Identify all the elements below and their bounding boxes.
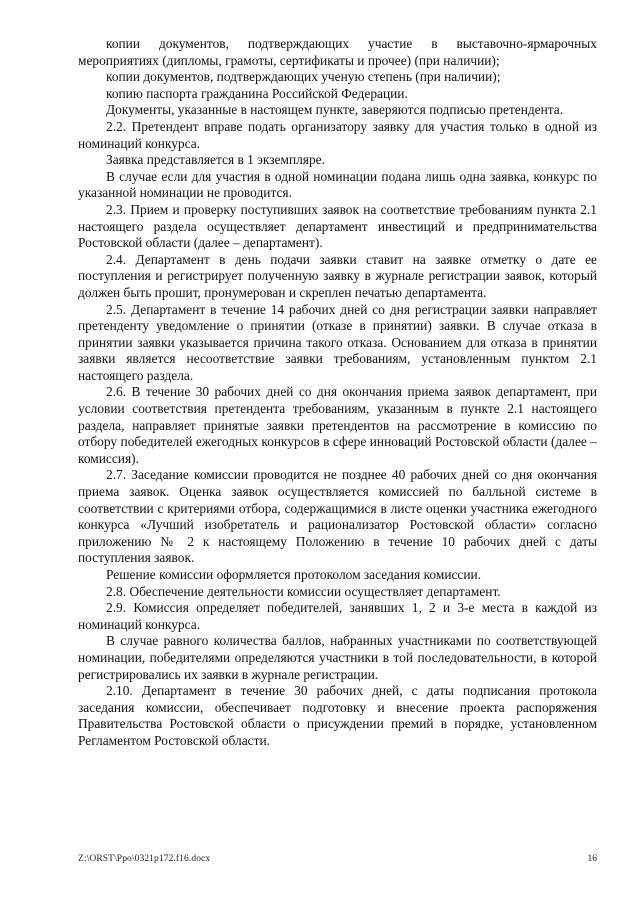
paragraph: 2.2. Претендент вправе подать организатору заявку для участия только в одной из номинаций конкурса. xyxy=(78,118,597,151)
paragraph: 2.9. Комиссия определяет победителей, занявших 1, 2 и 3-е места в каждой из номинаций конкурса. xyxy=(78,600,597,632)
footer-file-path: Z:\ORST\Ppo\0321p172.f16.docx xyxy=(78,854,211,864)
page-footer xyxy=(78,853,597,865)
paragraph: В случае равного количества баллов, набранных участниками по соответствующей номинации, победителями определяются участники в той последовательности, в которой регистрировались их заявки в журнале регистрации. xyxy=(78,633,597,682)
paragraph: 2.8. Обеспечение деятельности комиссии осуществляет департамент. xyxy=(106,583,501,599)
paragraph: Решение комиссии оформляется протоколом заседания комиссии. xyxy=(106,567,482,582)
paragraph: Заявка представляется в 1 экземпляре. xyxy=(106,152,325,168)
paragraph: 2.5. Департамент в течение 14 рабочих дней со дня регистрации заявки направляет претенденту уведомление о принятии (отказе в принятии) заявки. В случае отказа в принятии заявки указывается причина такого отказа. Основанием для отказа в принятии заявки является несоответствие заявки требованиям, установленным пунктом 2.1 настоящего раздела. xyxy=(78,301,597,383)
paragraph: В случае если для участия в одной номинации подана лишь одна заявка, конкурс по указанной номинации не проводится. xyxy=(78,168,597,201)
paragraph: 2.10. Департамент в течение 30 рабочих дней, с даты подписания протокола заседания комиссии, обеспечивает подготовку и внесение проекта распоряжения Правительства Ростовской области о присуждении премий в порядке, установленном Регламентом Ростовской области. xyxy=(78,683,597,748)
paragraph: копии документов, подтверждающих участие в выставочно-ярмарочных мероприятиях (дипломы, грамоты, сертификаты и прочее) (при наличии); xyxy=(78,36,597,68)
paragraph: 2.3. Прием и проверку поступивших заявок на соответствие требованиям пункта 2.1 настоящего раздела осуществляет департамент инвестиций и предпринимательства Ростовской области (далее – департамент). xyxy=(78,201,597,251)
paragraph: 2.4. Департамент в день подачи заявки ставит на заявке отметку о дате ее поступления и регистрирует полученную заявку в журнале регистрации заявок, который должен быть прошит, пронумерован и скреплен печатью департамента. xyxy=(78,251,597,300)
paragraph: 2.7. Заседание комиссии проводится не позднее 40 рабочих дней со дня окончания приема заявок. Оценка заявок осуществляется комиссией по балльной системе в соответствии с критериями отбора, содержащимися в листе оценки участника ежегодного конкурса «Лучший изобретатель и рационализатор Ростовской области» согласно приложению № 2 к настоящему Положению в течение 10 рабочих дней с даты поступления заявок. xyxy=(78,467,597,566)
paragraph: Документы, указанные в настоящем пункте, заверяются подписью претендента. xyxy=(106,102,564,118)
page-number: 16 xyxy=(587,854,597,864)
paragraph: копию паспорта гражданина Российской Федерации. xyxy=(106,85,408,101)
paragraph: 2.6. В течение 30 рабочих дней со дня окончания приема заявок департамент, при условии соответствия претендента требованиям, указанным в пункте 2.1 настоящего раздела, направляет принятые заявки претендентов на рассмотрение в комиссию по отбору победителей ежегодных конкурсов в сфере инноваций Ростовской области (далее – комиссия). xyxy=(78,384,597,466)
document-body xyxy=(78,36,597,750)
paragraph: копии документов, подтверждающих ученую степень (при наличии); xyxy=(106,69,501,85)
